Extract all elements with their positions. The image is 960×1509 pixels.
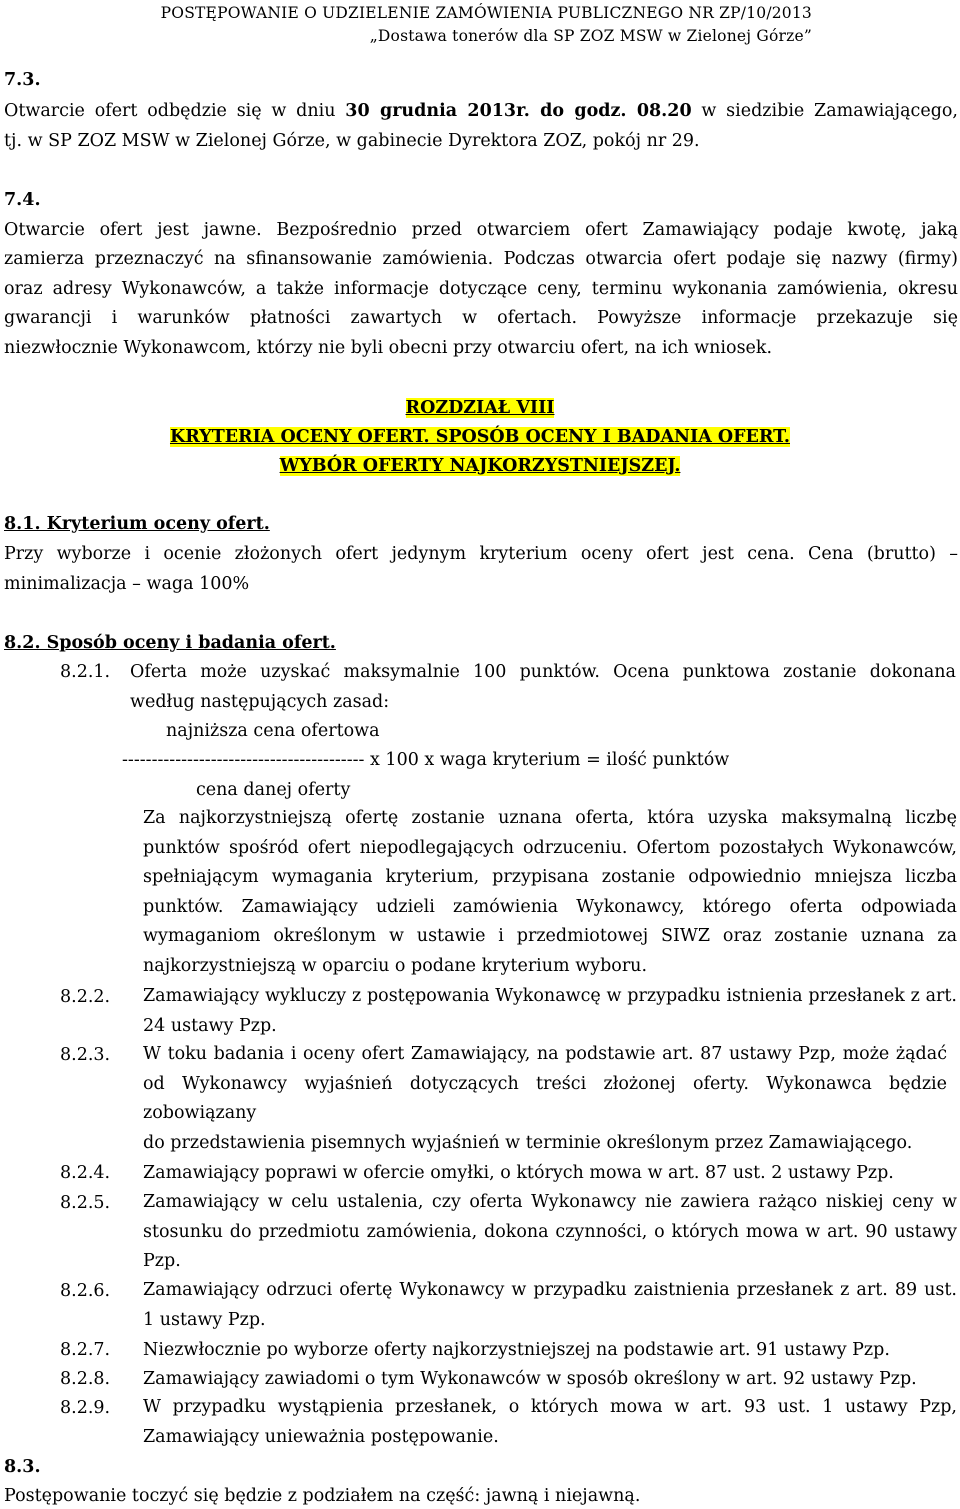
item-number-8-2-8: 8.2.8. <box>60 1369 111 1389</box>
section-7-4-line-5: niezwłocznie Wykonawcom, którzy nie byli obecni przy otwarciu ofert, na ich wniosek. <box>4 338 773 358</box>
item-8-2-1-line-1: Oferta może uzyskać maksymalnie 100 punktów. Ocena punktowa zostanie dokonana <box>130 662 956 682</box>
item-number-8-2-1: 8.2.1. <box>60 662 111 682</box>
item-8-2-1-line-2: według następujących zasad: <box>130 692 390 712</box>
item-number-8-2-3: 8.2.3. <box>60 1045 111 1065</box>
item-number-8-2-5: 8.2.5. <box>60 1193 111 1213</box>
header-procedure-number: POSTĘPOWANIE O UDZIELENIE ZAMÓWIENIA PUBLICZNEGO NR ZP/10/2013 <box>160 4 812 22</box>
chapter-subheading-2: WYBÓR OFERTY NAJKORZYSTNIEJSZEJ. <box>279 456 681 476</box>
section-number-7-4: 7.4. <box>4 190 41 210</box>
item-8-2-2-text: Zamawiający wykluczy z postępowania Wykonawcę w przypadku istnienia przesłanek z art. 24 ustawy Pzp. <box>143 986 957 1036</box>
section-7-3-line-2: tj. w SP ZOZ MSW w Zielonej Górze, w gabinecie Dyrektora ZOZ, pokój nr 29. <box>4 131 700 151</box>
item-8-2-6-text: Zamawiający odrzuci ofertę Wykonawcy w przypadku zaistnienia przesłanek z art. 89 ust. 1 ustawy Pzp. <box>143 1280 957 1330</box>
section-7-4-line-1: Otwarcie ofert jest jawne. Bezpośrednio przed otwarciem ofert Zamawiający podaje kwotę, jaką <box>4 220 958 240</box>
item-number-8-2-6: 8.2.6. <box>60 1281 111 1301</box>
formula-denominator: cena danej oferty <box>196 780 351 800</box>
item-number-8-2-2: 8.2.2. <box>60 987 111 1007</box>
section-8-3-line-1: Postępowanie toczyć się będzie z podziałem na część: jawną i niejawną. <box>4 1486 641 1506</box>
section-8-1-line-2: minimalizacja – waga 100% <box>4 574 250 594</box>
opening-date: 30 grudnia 2013r. do godz. 08.20 <box>345 101 692 121</box>
section-7-3-line-1: Otwarcie ofert odbędzie się w dniu 30 grudnia 2013r. do godz. 08.20 w siedzibie Zamawiającego, <box>4 101 958 121</box>
section-number-8-3: 8.3. <box>4 1457 41 1477</box>
section-8-2-title: 8.2. Sposób oceny i badania ofert. <box>4 633 336 653</box>
section-number-7-3: 7.3. <box>4 70 41 90</box>
header-procedure-title: „Dostawa tonerów dla SP ZOZ MSW w Zielonej Górze” <box>369 27 812 45</box>
section-8-1-title: 8.1. Kryterium oceny ofert. <box>4 514 270 534</box>
section-8-1-line-1: Przy wyborze i ocenie złożonych ofert jedynym kryterium oceny ofert jest cena. Cena (brutto) – <box>4 544 958 564</box>
item-8-2-4-text: Zamawiający poprawi w ofercie omyłki, o których mowa w art. 87 ust. 2 ustawy Pzp. <box>143 1163 894 1183</box>
item-8-2-3-text-continued: do przedstawienia pisemnych wyjaśnień w terminie określonym przez Zamawiającego. <box>143 1133 913 1153</box>
item-number-8-2-4: 8.2.4. <box>60 1163 111 1183</box>
section-7-4-line-2: zamierza przeznaczyć na sfinansowanie zamówienia. Podczas otwarcia ofert podaje się nazwy (firmy) <box>4 249 958 269</box>
chapter-heading: ROZDZIAŁ VIII <box>405 398 555 418</box>
section-7-4-line-3: oraz adresy Wykonawców, a także informacje dotyczące ceny, terminu wykonania zamówienia, okresu <box>4 279 958 299</box>
formula-fraction-line: ----------------------------------------- x 100 x waga kryterium = ilość punktów <box>122 750 730 770</box>
formula-numerator: najniższa cena ofertowa <box>166 721 380 741</box>
item-8-2-1-paragraph: Za najkorzystniejszą ofertę zostanie uznana oferta, która uzyska maksymalną liczbę punktów spośród ofert niepodlegających odrzuceniu. Ofertom pozostałych Wykonawców, spełniającym wymagania kryterium, przypisana zostanie odpowiednio mniejsza liczba punktów. Zamawiający udzieli zamówienia Wykonawcy, którego oferta odpowiada wymaganiom określonym w ustawie i przedmiotowej SIWZ oraz zostanie uznana za najkorzystniejszą w oparciu o podane kryterium wyboru. <box>143 808 957 976</box>
item-8-2-8-text: Zamawiający zawiadomi o tym Wykonawców w sposób określony w art. 92 ustawy Pzp. <box>143 1369 917 1389</box>
section-7-4-line-4: gwarancji i warunków płatności zawartych w ofertach. Powyższe informacje przekazuje się <box>4 308 958 328</box>
item-8-2-7-text: Niezwłocznie po wyborze oferty najkorzystniejszej na podstawie art. 91 ustawy Pzp. <box>143 1340 890 1360</box>
chapter-subheading-1: KRYTERIA OCENY OFERT. SPOSÓB OCENY I BADANIA OFERT. <box>169 427 790 447</box>
item-8-2-3-text: W toku badania i oceny ofert Zamawiający, na podstawie art. 87 ustawy Pzp, może żądać od Wykonawcy wyjaśnień dotyczących treści złożonej oferty. Wykonawca będzie zobowiązany <box>143 1044 947 1123</box>
item-8-2-9-text: W przypadku wystąpienia przesłanek, o których mowa w art. 93 ust. 1 ustawy Pzp, Zamawiający unieważnia postępowanie. <box>143 1397 957 1447</box>
item-number-8-2-9: 8.2.9. <box>60 1398 111 1418</box>
item-8-2-5-text: Zamawiający w celu ustalenia, czy oferta Wykonawcy nie zawiera rażąco niskiej ceny w stosunku do przedmiotu zamówienia, dokona czynności, o których mowa w art. 90 ustawy Pzp. <box>143 1192 957 1271</box>
item-number-8-2-7: 8.2.7. <box>60 1340 111 1360</box>
